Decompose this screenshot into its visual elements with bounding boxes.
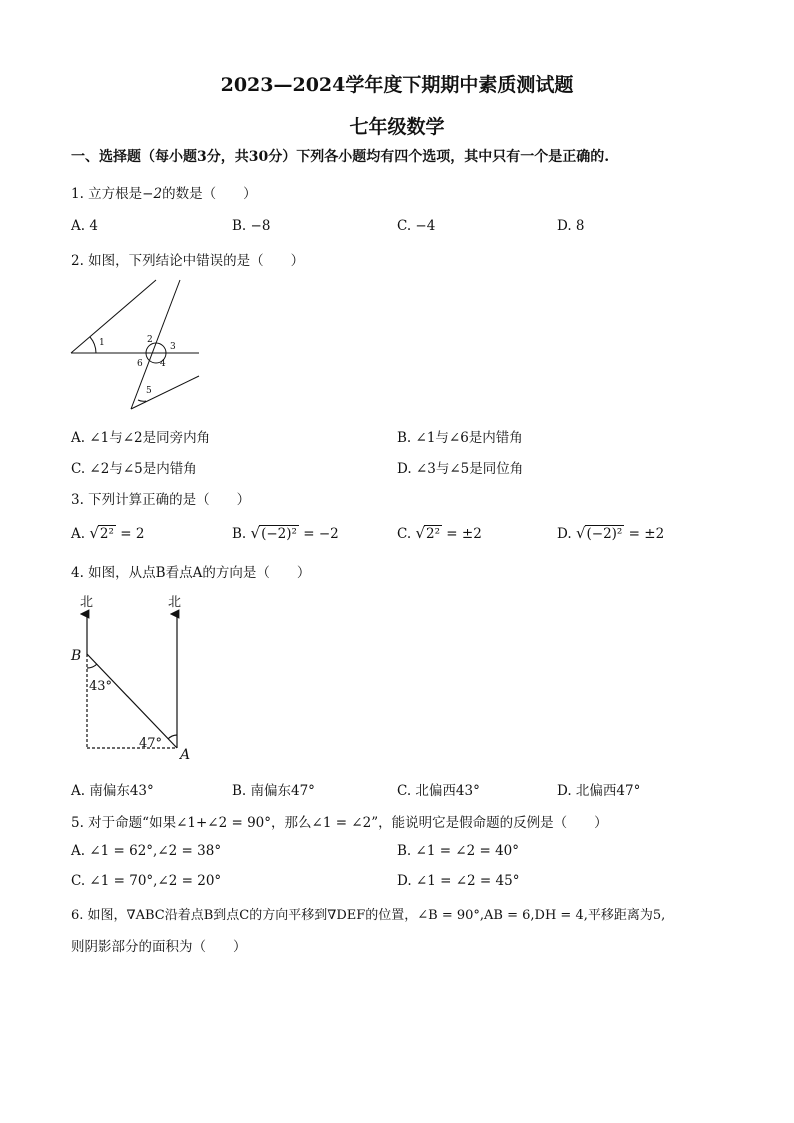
- question-5-stem: 5. 对于命题“如果∠1+∠2 = 90°，那么∠1 = ∠2”，能说明它是假命题的反例是（ ）: [71, 815, 608, 831]
- q2-option-a: A. ∠1与∠2是同旁内角: [71, 430, 211, 446]
- q3-option-d: [557, 524, 664, 542]
- q2-option-c: C. ∠2与∠5是内错角: [71, 461, 197, 477]
- q4-option-d: D. 北偏西47°: [557, 783, 641, 799]
- q2-option-d: D. ∠3与∠5是同位角: [397, 461, 524, 477]
- q3-b-label: B.: [232, 526, 247, 542]
- q1-stem-value: −2: [142, 186, 163, 202]
- north-label-a: 北: [168, 595, 182, 610]
- question-2-stem: 2. 如图，下列结论中错误的是（ ）: [71, 253, 305, 269]
- q2-option-b: B. ∠1与∠6是内错角: [397, 430, 523, 446]
- q2-label-3: 3: [170, 342, 176, 352]
- q4-option-b: B. 南偏东47°: [232, 783, 315, 799]
- q3-option-c: [397, 524, 482, 542]
- q5-option-b: B. ∠1 = ∠2 = 40°: [397, 843, 520, 859]
- q2-angle-5-arc: [138, 400, 146, 401]
- sqrt-icon: √: [415, 524, 425, 542]
- angle-47-label: 47°: [139, 736, 163, 751]
- q1-option-d: D. 8: [557, 218, 585, 234]
- q3-c-label: C.: [397, 526, 412, 542]
- point-b-label: B: [71, 648, 82, 664]
- q1-option-a: A. 4: [71, 218, 98, 234]
- sqrt-icon: √: [250, 524, 261, 542]
- q3-a-result: = 2: [115, 526, 145, 542]
- q3-option-b: [232, 524, 339, 542]
- q2-label-5: 5: [146, 386, 152, 396]
- q1-option-b: B. −8: [232, 218, 271, 234]
- q3-b-radicand: (−2)²: [261, 526, 297, 542]
- q4-option-c: C. 北偏西43°: [397, 783, 480, 799]
- q2-label-4: 4: [160, 359, 166, 369]
- q5-option-c: C. ∠1 = 70°,∠2 = 20°: [71, 873, 222, 889]
- question-6-stem-line1: 6. 如图，∇ABC沿着点B到点C的方向平移到∇DEF的位置，∠B = 90°,AB = 6,DH = 4,平移距离为5,: [71, 908, 666, 923]
- north-label-b: 北: [80, 595, 94, 610]
- q2-figure: [66, 275, 206, 415]
- question-3-stem: 3. 下列计算正确的是（ ）: [71, 492, 251, 508]
- q3-b-result: = −2: [298, 526, 339, 542]
- q3-d-radicand: (−2)²: [586, 526, 623, 542]
- q2-label-1: 1: [99, 338, 105, 348]
- sqrt-icon: √: [575, 524, 586, 542]
- point-a-label: A: [180, 747, 191, 763]
- q4-figure: [66, 590, 206, 770]
- q2-upper-ray: [71, 280, 156, 353]
- question-6-stem-line2: 则阴影部分的面积为（ ）: [71, 939, 247, 955]
- question-4-stem: 4. 如图，从点B看点A的方向是（ ）: [71, 565, 311, 581]
- q3-d-result: = ±2: [624, 526, 665, 542]
- q1-stem-a: 1. 立方根是: [71, 186, 143, 202]
- q3-c-result: = ±2: [442, 526, 482, 542]
- q3-option-a: [71, 524, 144, 542]
- sqrt-icon: √: [89, 524, 99, 542]
- q3-a-label: A.: [71, 526, 86, 542]
- q1-stem-b: 的数是（ ）: [162, 186, 257, 202]
- section-heading: 一、选择题（每小题3分，共30分）下列各小题均有四个选项，其中只有一个是正确的.: [71, 149, 610, 165]
- q5-option-a: A. ∠1 = 62°,∠2 = 38°: [71, 843, 222, 859]
- question-1-stem: [71, 182, 257, 202]
- q5-option-d: D. ∠1 = ∠2 = 45°: [397, 873, 520, 889]
- angle-43-arc: [87, 664, 97, 668]
- q3-a-radicand: 2²: [99, 526, 114, 542]
- q2-label-6: 6: [137, 359, 143, 369]
- angle-43-label: 43°: [89, 679, 113, 694]
- exam-title: 2023—2024学年度下期期中素质测试题: [220, 74, 574, 96]
- q3-d-label: D.: [557, 526, 572, 542]
- q2-label-2: 2: [147, 335, 153, 345]
- angle-47-arc: [168, 735, 177, 739]
- q1-option-c: C. −4: [397, 218, 436, 234]
- segment-ab: [87, 654, 177, 748]
- q2-angle-1-arc: [90, 337, 96, 353]
- q3-c-radicand: 2²: [426, 526, 441, 542]
- q4-option-a: A. 南偏东43°: [71, 783, 154, 799]
- exam-subtitle: 七年级数学: [349, 116, 445, 138]
